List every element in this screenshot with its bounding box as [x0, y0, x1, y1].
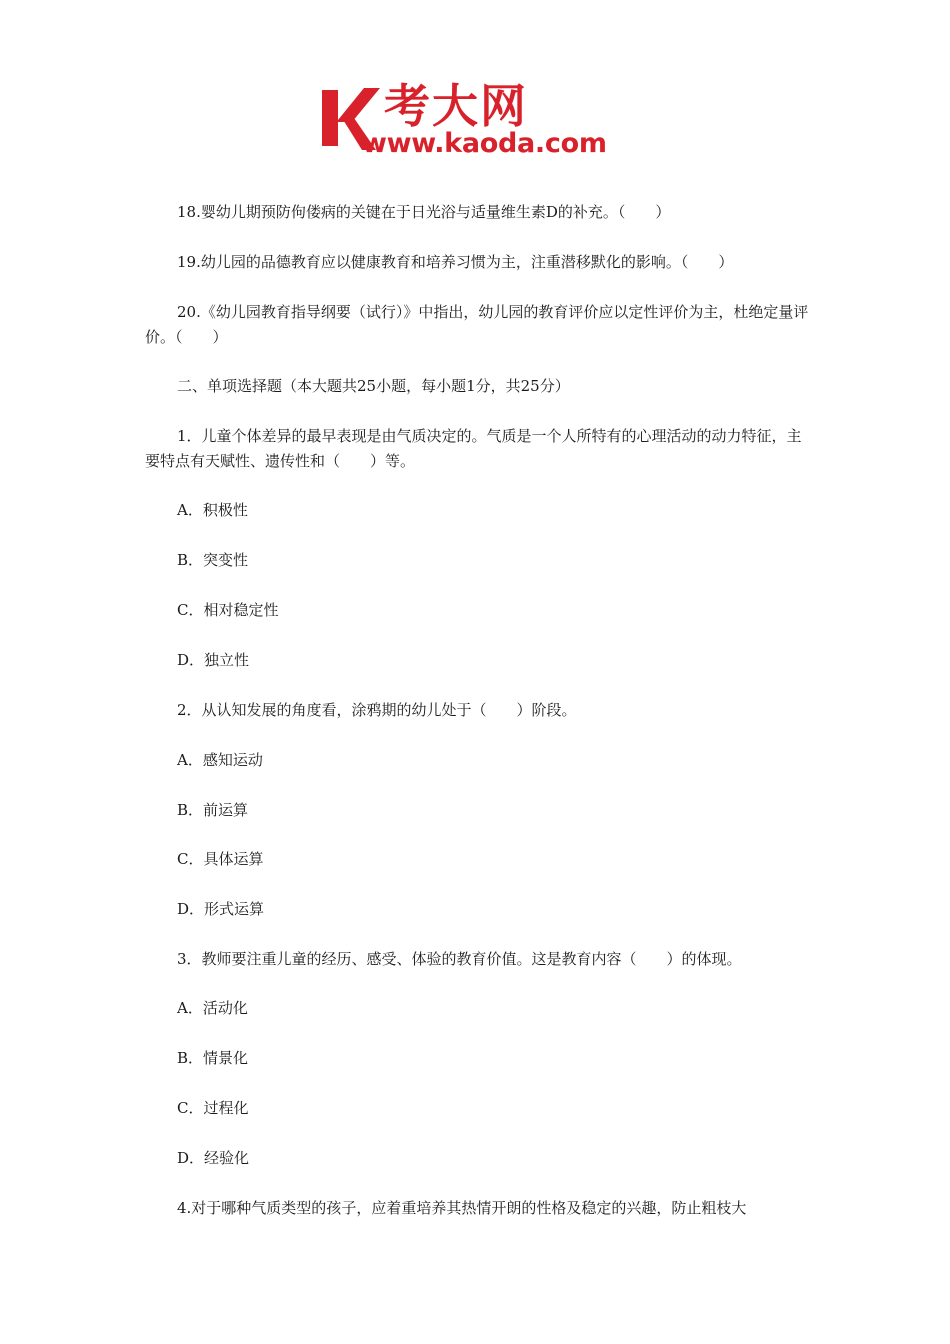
question-1-option-c: C．相对稳定性	[177, 601, 279, 619]
question-3-option-a: A．活动化	[177, 999, 248, 1017]
question-1-option-a: A．积极性	[177, 501, 248, 519]
question-19: 19.幼儿园的品德教育应以健康教育和培养习惯为主，注重潜移默化的影响。（ ）	[177, 253, 734, 271]
question-3-option-c: C．过程化	[177, 1099, 249, 1117]
question-18: 18.婴幼儿期预防佝偻病的关键在于日光浴与适量维生素D的补充。（ ）	[177, 203, 671, 221]
logo-brand-text: 考大网	[384, 79, 528, 133]
question-2-option-d: D．形式运算	[177, 900, 265, 918]
question-2-option-a: A．感知运动	[177, 751, 263, 769]
kaoda-logo	[318, 79, 638, 160]
question-1-option-b: B．突变性	[177, 551, 249, 569]
question-2: 2．从认知发展的角度看，涂鸦期的幼儿处于（ ）阶段。	[177, 701, 577, 719]
question-3-option-b: B．情景化	[177, 1049, 249, 1067]
question-3: 3．教师要注重儿童的经历、感受、体验的教育价值。这是教育内容（ ）的体现。	[177, 950, 742, 968]
question-4: 4.对于哪种气质类型的孩子，应着重培养其热情开朗的性格及稳定的兴趣，防止粗枝大	[177, 1199, 747, 1217]
question-1-option-d: D．独立性	[177, 651, 250, 669]
question-2-option-c: C．具体运算	[177, 850, 264, 868]
question-3-option-d: D．经验化	[177, 1149, 250, 1167]
question-20: 20.《幼儿园教育指导纲要（试行）》中指出，幼儿园的教育评价应以定性评价为主，杜绝定量评价。（ ）	[145, 303, 809, 346]
question-1: 1．儿童个体差异的最早表现是由气质决定的。气质是一个人所特有的心理活动的动力特征，主要特点有天赋性、遗传性和（ ）等。	[145, 427, 802, 470]
question-2-option-b: B．前运算	[177, 801, 249, 819]
logo-url-text: www.kaoda.com	[362, 128, 607, 159]
section-heading: 二、单项选择题（本大题共25小题，每小题1分，共25分）	[177, 377, 570, 395]
